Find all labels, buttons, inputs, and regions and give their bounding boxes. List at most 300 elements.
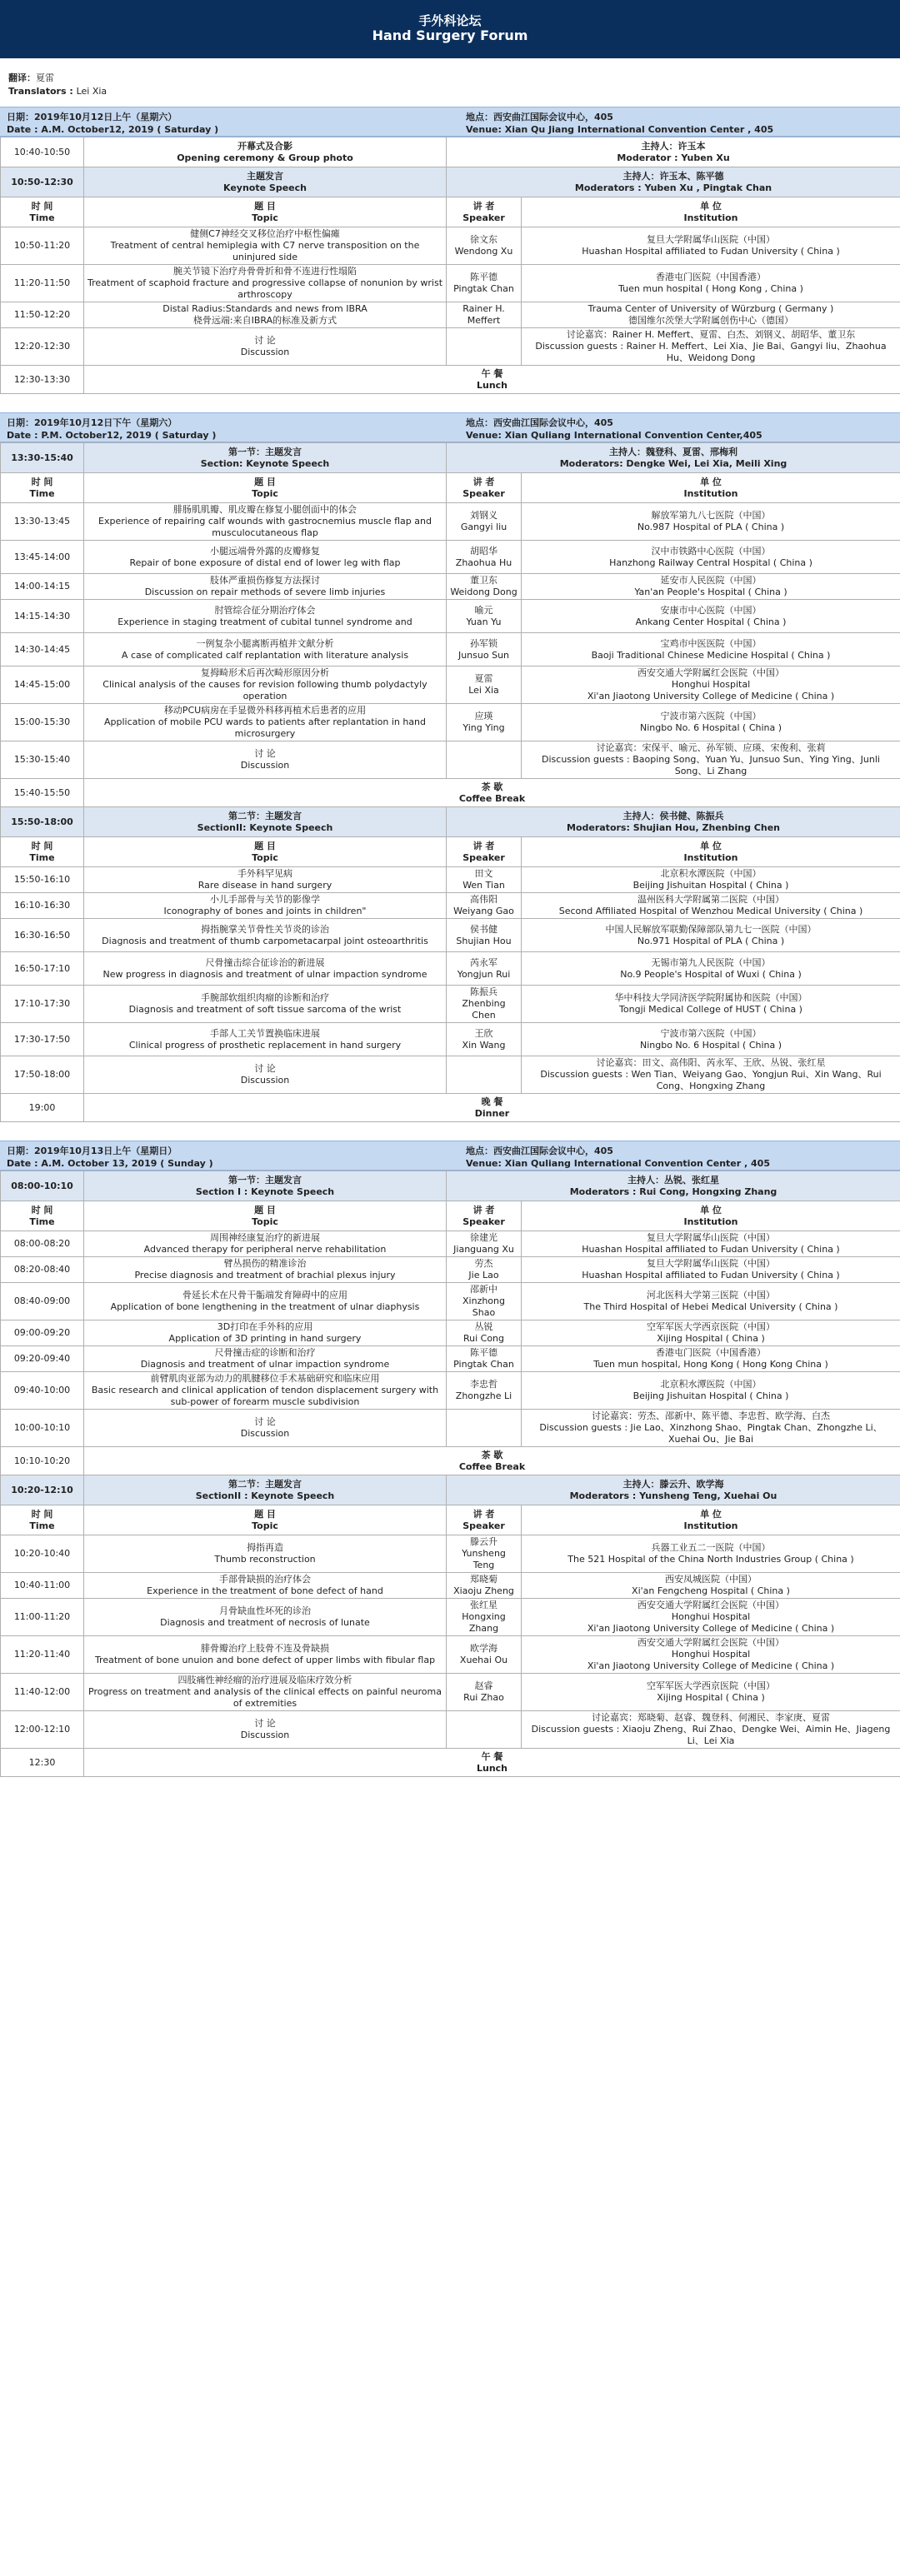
break-label-en: Lunch: [476, 379, 508, 391]
talk-speaker: [447, 986, 522, 1023]
talk-institution: [522, 1283, 900, 1320]
talk-time: 14:00-14:15: [1, 574, 84, 600]
speaker-en: Rui Zhao: [463, 1692, 504, 1703]
talk-row: [1, 986, 900, 1023]
column-header-row: [1, 197, 900, 227]
topic-cn: 复拇畸形术后再次畸形原因分析: [201, 667, 329, 678]
break-row: [1, 1447, 900, 1475]
moderator-en: Moderators : Yunsheng Teng, Xuehai Ou: [569, 1490, 778, 1501]
col-header-topic: [84, 837, 447, 867]
col-header-time-cn: 时 间: [31, 476, 53, 487]
speaker-en: Zhaohua Hu: [455, 557, 512, 568]
talk-topic: [84, 1535, 447, 1573]
discussion-label: [84, 1711, 447, 1749]
break-time: 12:30: [1, 1749, 84, 1777]
talk-row: [1, 867, 900, 893]
talk-topic: [84, 704, 447, 741]
talk-row: [1, 1372, 900, 1410]
talk-institution: [522, 1346, 900, 1372]
discussion-guests-cn: 讨论嘉宾：田文、高伟阳、芮永军、王欣、丛锐、张红星: [596, 1057, 826, 1068]
schedule-table: [0, 1171, 900, 1777]
col-header-institution: [522, 473, 900, 503]
talk-speaker: [447, 1674, 522, 1711]
talk-time: 10:50-11:20: [1, 227, 84, 265]
institution-en: Xi'an Fengcheng Hospital ( China ): [632, 1585, 790, 1596]
topic-en: Application of mobile PCU wards to patients after replantation in hand microsurgery: [103, 716, 427, 739]
col-header-time-cn: 时 间: [31, 1508, 53, 1520]
date-bar: [0, 412, 900, 442]
talk-speaker: [447, 503, 522, 541]
col-header-inst-en: Institution: [683, 1216, 738, 1227]
moderator-cn: 主持人：侯书健、陈振兵: [622, 810, 724, 821]
speaker-cn: 郑晓菊: [470, 1574, 498, 1585]
topic-cn: 腕关节镜下治疗舟骨骨折和骨不连进行性塌陷: [173, 266, 357, 277]
discussion-guests: [522, 328, 900, 366]
translators-cn-name: 夏雷: [36, 72, 54, 83]
talk-speaker: [447, 666, 522, 704]
col-header-time: [1, 473, 84, 503]
break-time: 15:40-15:50: [1, 779, 84, 807]
talk-time: 11:40-12:00: [1, 1674, 84, 1711]
institution-en: Baoji Traditional Chinese Medicine Hospital ( China ): [591, 649, 831, 661]
column-header-row: [1, 473, 900, 503]
topic-en: Diagnosis and treatment of thumb carpometacarpal joint osteoarthritis: [102, 935, 428, 946]
talk-time: 10:20-10:40: [1, 1535, 84, 1573]
discussion-row: [1, 328, 900, 366]
topic-en: Precise diagnosis and treatment of brachial plexus injury: [134, 1270, 396, 1281]
talk-topic: [84, 1674, 447, 1711]
talk-time: 15:50-16:10: [1, 867, 84, 893]
talk-institution: [522, 1636, 900, 1674]
discussion-spacer: [447, 328, 522, 366]
institution-en: Xijing Hospital ( China ): [657, 1333, 765, 1344]
topic-en: Treatment of scaphoid fracture and progressive collapse of nonunion by wrist arthroscopy: [88, 277, 443, 300]
topic-cn: 手部人工关节置换临床进展: [210, 1027, 320, 1039]
discussion-label: [84, 1410, 447, 1447]
talk-time: 08:40-09:00: [1, 1283, 84, 1320]
session-title-cn: 开幕式及合影: [238, 140, 292, 152]
talk-time: 16:30-16:50: [1, 919, 84, 952]
institution-en: Xi'an Jiaotong University College of Medicine ( China ): [587, 691, 835, 701]
session-title-en: Opening ceremony & Group photo: [177, 152, 353, 163]
institution-cn-2: Honghui Hospital: [671, 1649, 751, 1660]
speaker-en: Zhenbing Chen: [462, 998, 506, 1021]
institution-cn: 宁波市第六医院（中国）: [660, 711, 762, 721]
moderator-cn: 主持人：丛锐、张红星: [628, 1174, 719, 1186]
institution-en: Tuen mun hospital ( Hong Kong , China ): [618, 283, 803, 294]
topic-en: Experience in the treatment of bone defect of hand: [147, 1585, 383, 1596]
talk-topic: [84, 541, 447, 574]
topic-cn: 腓肠肌肌瓣、肌皮瓣在修复小腿创面中的体会: [173, 504, 357, 515]
discussion-spacer: [447, 741, 522, 779]
talk-topic: [84, 1636, 447, 1674]
talk-time: 17:10-17:30: [1, 986, 84, 1023]
talk-speaker: [447, 952, 522, 986]
break-time: 19:00: [1, 1094, 84, 1122]
col-header-speaker-cn: 讲 者: [472, 1204, 495, 1216]
translators: [0, 58, 900, 107]
talk-topic: [84, 952, 447, 986]
talk-time: 14:45-15:00: [1, 666, 84, 704]
break-row: [1, 1094, 900, 1122]
column-header-row: [1, 1201, 900, 1231]
speaker-en: Meffert: [467, 315, 501, 326]
speaker-en: Gangyi liu: [460, 522, 508, 532]
speaker-cn: 邵新中: [470, 1284, 498, 1295]
col-header-speaker-cn: 讲 者: [472, 200, 495, 212]
col-header-time: [1, 837, 84, 867]
col-header-topic-cn: 题 目: [254, 1508, 276, 1520]
talk-time: 09:40-10:00: [1, 1372, 84, 1410]
institution-cn: 西安交通大学附属红会医院（中国）: [638, 1600, 784, 1610]
talk-row: [1, 952, 900, 986]
talk-time: 11:00-11:20: [1, 1599, 84, 1636]
topic-en: New progress in diagnosis and treatment of ulnar impaction syndrome: [102, 968, 428, 980]
institution-cn: 北京积水潭医院（中国）: [660, 1379, 762, 1390]
talk-topic: [84, 1599, 447, 1636]
break-label: [84, 1094, 900, 1122]
session-time: 10:50-12:30: [1, 167, 84, 197]
col-header-inst-cn: 单 位: [700, 1508, 722, 1520]
session-row: [1, 443, 900, 473]
discussion-label-en: Discussion: [240, 1075, 290, 1086]
discussion-row: [1, 1056, 900, 1094]
institution-cn: 西安交通大学附属红会医院（中国）: [638, 1637, 784, 1648]
talk-speaker: [447, 574, 522, 600]
talk-row: [1, 265, 900, 302]
discussion-row: [1, 741, 900, 779]
col-header-inst-en: Institution: [683, 212, 738, 223]
speaker-cn: 田文: [474, 868, 493, 879]
institution-cn: 西安凤城医院（中国）: [665, 1574, 757, 1585]
talk-topic: [84, 893, 447, 919]
topic-en: 桡骨远端:来自IBRA的标准及新方式: [192, 315, 338, 326]
break-time: 12:30-13:30: [1, 366, 84, 394]
topic-cn: 周围神经康复治疗的新进展: [210, 1232, 320, 1243]
institution-cn: 华中科技大学同济医学院附属协和医院（中国）: [614, 992, 808, 1003]
session-time: 10:20-12:10: [1, 1475, 84, 1505]
institution-en: Tongji Medical College of HUST ( China ): [619, 1004, 802, 1015]
date-en: Date : A.M. October 13, 2019 ( Sunday ): [7, 1158, 213, 1169]
col-header-speaker-cn: 讲 者: [472, 840, 495, 851]
col-header-time-cn: 时 间: [31, 200, 53, 212]
date-en: Date : P.M. October12, 2019 ( Saturday ): [7, 430, 217, 441]
discussion-guests: [522, 1711, 900, 1749]
venue-en: Venue: Xian Quliang International Convention Center , 405: [466, 1158, 770, 1169]
speaker-cn: 陈平德: [470, 272, 498, 282]
institution-en: Xijing Hospital ( China ): [657, 1692, 765, 1703]
talk-institution: [522, 986, 900, 1023]
talk-institution: [522, 600, 900, 633]
topic-en: Clinical progress of prosthetic replacement in hand surgery: [128, 1039, 402, 1051]
col-header-topic-cn: 题 目: [254, 840, 276, 851]
talk-topic: [84, 265, 447, 302]
talk-row: [1, 1636, 900, 1674]
talk-time: 15:00-15:30: [1, 704, 84, 741]
talk-time: 08:20-08:40: [1, 1257, 84, 1283]
speaker-cn: 王欣: [474, 1027, 493, 1039]
col-header-topic-en: Topic: [252, 1520, 278, 1531]
talk-speaker: [447, 893, 522, 919]
venue-en: Venue: Xian Quliang International Convention Center,405: [466, 430, 762, 441]
col-header-topic-en: Topic: [252, 487, 278, 499]
topic-en: Application of 3D printing in hand surgery: [168, 1333, 362, 1344]
break-label-en: Coffee Break: [458, 792, 526, 804]
speaker-en: Xin Wang: [462, 1039, 506, 1051]
col-header-speaker: [447, 1505, 522, 1535]
institution-cn: 河北医科大学第三医院（中国）: [647, 1290, 775, 1300]
institution-en: Xi'an Jiaotong University College of Medicine ( China ): [587, 1623, 835, 1634]
talk-institution: [522, 302, 900, 328]
break-label-cn: 茶 歇: [481, 781, 503, 792]
talk-topic: [84, 503, 447, 541]
institution-cn: 兵器工业五二一医院（中国）: [651, 1542, 771, 1553]
talk-time: 16:10-16:30: [1, 893, 84, 919]
talk-row: [1, 704, 900, 741]
session-title-en: Section: Keynote Speech: [200, 457, 330, 469]
column-header-row: [1, 837, 900, 867]
discussion-time: 12:00-12:10: [1, 1711, 84, 1749]
speaker-cn: 应瑛: [474, 711, 493, 721]
topic-en: Advanced therapy for peripheral nerve rehabilitation: [143, 1244, 387, 1255]
talk-row: [1, 1320, 900, 1346]
talk-topic: [84, 1257, 447, 1283]
break-label-en: Lunch: [476, 1762, 508, 1774]
session-title-en: Keynote Speech: [223, 182, 307, 193]
topic-cn: 前臂肌肉亚部为动力的肌腱移位手术基础研究和临床应用: [150, 1373, 380, 1384]
col-header-time-cn: 时 间: [31, 1204, 53, 1216]
topic-cn: 小儿手部骨与关节的影像学: [210, 894, 320, 905]
session-title: [84, 167, 447, 197]
institution-cn: 空军军医大学西京医院（中国）: [647, 1321, 775, 1332]
institution-cn: 西安交通大学附属红会医院（中国）: [638, 667, 784, 678]
break-row: [1, 366, 900, 394]
col-header-topic-en: Topic: [252, 212, 278, 223]
date-cn: 日期：2019年10月13日上午（星期日）: [7, 1146, 178, 1156]
talk-topic: [84, 1320, 447, 1346]
talk-time: 13:45-14:00: [1, 541, 84, 574]
discussion-guests-cn: 讨论嘉宾：Rainer H. Meffert、夏雷、白杰、刘钢义、胡昭华、董卫东: [566, 329, 856, 340]
institution-en: Hanzhong Railway Central Hospital ( China ): [609, 557, 812, 568]
talk-topic: [84, 227, 447, 265]
session-title-cn: 主题发言: [247, 170, 283, 182]
talk-time: 14:15-14:30: [1, 600, 84, 633]
col-header-inst-en: Institution: [683, 487, 738, 499]
talk-institution: [522, 1372, 900, 1410]
discussion-guests-cn: 讨论嘉宾：宋保平、喻元、孙军锁、应瑛、宋俊利、张莉: [596, 742, 826, 753]
col-header-institution: [522, 1505, 900, 1535]
talk-time: 11:50-12:20: [1, 302, 84, 328]
col-header-institution: [522, 197, 900, 227]
break-label-cn: 茶 歇: [481, 1449, 503, 1460]
discussion-guests-cn: 讨论嘉宾：劳杰、邵新中、陈平德、李忠哲、欧学海、白杰: [592, 1410, 830, 1421]
speaker-cn: 欧学海: [470, 1643, 498, 1654]
speaker-cn: 胡昭华: [470, 545, 498, 557]
topic-en: Diagnosis and treatment of necrosis of lunate: [160, 1617, 370, 1628]
topic-cn: 移动PCU病房在手显微外科移再植术后患者的应用: [163, 705, 367, 716]
col-header-time-en: Time: [29, 487, 55, 499]
talk-speaker: [447, 302, 522, 328]
discussion-guests-en: Discussion guests : Xiaoju Zheng、Rui Zhao、Dengke Wei、Aimin He、Jiageng Li、Lei Xia: [531, 1724, 891, 1746]
break-label-cn: 午 餐: [481, 367, 503, 379]
discussion-spacer: [447, 1711, 522, 1749]
topic-cn: 月骨缺血性坏死的诊治: [219, 1605, 311, 1616]
institution-en: Ningbo No. 6 Hospital ( China ): [639, 722, 782, 733]
col-header-institution: [522, 1201, 900, 1231]
institution-en: Xi'an Jiaotong University College of Medicine ( China ): [587, 1660, 835, 1671]
col-header-institution: [522, 837, 900, 867]
topic-cn: 四肢痛性神经瘤的治疗进展及临床疗效分析: [178, 1675, 352, 1685]
topic-en: Diagnosis and treatment of soft tissue sarcoma of the wrist: [128, 1004, 402, 1015]
institution-cn: 复旦大学附属华山医院（中国）: [647, 1232, 775, 1243]
talk-time: 11:20-11:50: [1, 265, 84, 302]
topic-en: Rare disease in hand surgery: [198, 880, 332, 891]
institution-cn: 香港屯门医院（中国香港）: [656, 1347, 766, 1358]
talk-institution: [522, 1257, 900, 1283]
institution-cn: 复旦大学附属华山医院（中国）: [647, 234, 775, 245]
topic-cn: 一例复杂小腿离断再植并文献分析: [196, 637, 334, 649]
topic-cn: 腓骨瓣治疗上肢骨不连及骨缺损: [201, 1643, 329, 1654]
talk-speaker: [447, 265, 522, 302]
moderator-en: Moderators: Dengke Wei, Lei Xia, Meili Xing: [559, 457, 788, 469]
talk-speaker: [447, 1599, 522, 1636]
talk-row: [1, 1535, 900, 1573]
session-row: [1, 807, 900, 837]
speaker-en: Yongjun Rui: [457, 968, 511, 980]
break-label: [84, 1447, 900, 1475]
talk-topic: [84, 633, 447, 666]
talk-speaker: [447, 1573, 522, 1599]
col-header-inst-cn: 单 位: [700, 1204, 722, 1216]
topic-en: Iconography of bones and joints in children": [163, 906, 367, 916]
break-row: [1, 779, 900, 807]
discussion-guests-en: Discussion guests : Baoping Song、Yuan Yu、Junsuo Sun、Ying Ying、Junli Song、Li Zhang: [542, 754, 880, 776]
speaker-cn: 徐建光: [470, 1232, 498, 1243]
session-title: [84, 443, 447, 473]
talk-institution: [522, 867, 900, 893]
forum-title-en: Hand Surgery Forum: [372, 27, 528, 43]
topic-cn: 拇指再造: [247, 1542, 283, 1553]
break-label: [84, 1749, 900, 1777]
talk-institution: [522, 1320, 900, 1346]
speaker-en: Yunsheng Teng: [462, 1548, 506, 1570]
talk-topic: [84, 1372, 447, 1410]
break-label-en: Dinner: [474, 1107, 510, 1119]
col-header-speaker-en: Speaker: [462, 1520, 505, 1531]
session-moderator: [447, 167, 900, 197]
discussion-time: 17:50-18:00: [1, 1056, 84, 1094]
topic-en: Application of bone lengthening in the treatment of ulnar diaphysis: [110, 1301, 420, 1312]
col-header-speaker-cn: 讲 者: [472, 476, 495, 487]
discussion-label-cn: 讨 论: [254, 1063, 276, 1074]
col-header-speaker-cn: 讲 者: [472, 1508, 495, 1520]
col-header-inst-cn: 单 位: [700, 476, 722, 487]
talk-speaker: [447, 227, 522, 265]
session-title: [84, 807, 447, 837]
discussion-label: [84, 741, 447, 779]
topic-cn: 手部骨缺损的治疗体会: [219, 1574, 311, 1585]
talk-topic: [84, 302, 447, 328]
talk-time: 11:20-11:40: [1, 1636, 84, 1674]
speaker-cn: 张红星: [470, 1600, 498, 1610]
speaker-cn: Rainer H.: [462, 303, 505, 314]
translators-cn-label: 翻译：: [8, 72, 36, 83]
break-time: 10:10-10:20: [1, 1447, 84, 1475]
topic-en: Discussion on repair methods of severe limb injuries: [144, 587, 386, 597]
speaker-en: Xiaoju Zheng: [453, 1585, 514, 1596]
speaker-cn: 夏雷: [474, 673, 493, 684]
institution-en: No.9 People's Hospital of Wuxi ( China ): [620, 968, 802, 980]
speaker-cn: 徐文东: [470, 234, 498, 245]
discussion-label-en: Discussion: [240, 1428, 290, 1439]
discussion-spacer: [447, 1056, 522, 1094]
discussion-guests-en: Discussion guests : Jie Lao、Xinzhong Shao、Pingtak Chan、Zhongzhe Li、Xuehai Ou、Jie Bai: [539, 1422, 882, 1445]
talk-topic: [84, 986, 447, 1023]
schedule-table: [0, 442, 900, 1122]
break-label-cn: 晚 餐: [481, 1096, 503, 1107]
discussion-time: 15:30-15:40: [1, 741, 84, 779]
session-moderator: [447, 1171, 900, 1201]
topic-en: Repair of bone exposure of distal end of lower leg with flap: [129, 557, 401, 568]
talk-topic: [84, 1346, 447, 1372]
speaker-en: Hongxing Zhang: [462, 1611, 506, 1634]
col-header-topic-en: Topic: [252, 1216, 278, 1227]
session-time: 08:00-10:10: [1, 1171, 84, 1201]
col-header-topic: [84, 1505, 447, 1535]
institution-cn: 北京积水潭医院（中国）: [660, 868, 762, 879]
col-header-topic-cn: 题 目: [254, 476, 276, 487]
session-title-cn: 第二节：主题发言: [228, 1478, 302, 1490]
talk-institution: [522, 1231, 900, 1257]
institution-en: Tuen mun hospital, Hong Kong ( Hong Kong China ): [593, 1359, 828, 1370]
col-header-time-en: Time: [29, 1216, 55, 1227]
talk-row: [1, 302, 900, 328]
talk-institution: [522, 893, 900, 919]
moderator-en: Moderators : Rui Cong, Hongxing Zhang: [569, 1186, 778, 1197]
discussion-label-cn: 讨 论: [254, 1416, 276, 1427]
discussion-guests: [522, 1410, 900, 1447]
institution-en: No.971 Hospital of PLA ( China ): [637, 935, 785, 946]
talk-topic: [84, 1023, 447, 1056]
col-header-speaker-en: Speaker: [462, 212, 505, 223]
talk-row: [1, 1573, 900, 1599]
col-header-speaker: [447, 837, 522, 867]
talk-row: [1, 1231, 900, 1257]
institution-en: Beijing Jishuitan Hospital ( China ): [632, 880, 789, 891]
institution-cn: 中国人民解放军联勤保障部队第九七一医院（中国）: [605, 923, 817, 935]
speaker-cn: 孙军锁: [470, 637, 498, 649]
schedule: [0, 107, 900, 1777]
talk-row: [1, 1257, 900, 1283]
institution-cn: 复旦大学附属华山医院（中国）: [647, 1258, 775, 1269]
speaker-cn: 丛锐: [474, 1321, 493, 1332]
talk-institution: [522, 1535, 900, 1573]
speaker-en: Jie Lao: [468, 1270, 499, 1281]
col-header-time: [1, 1505, 84, 1535]
speaker-en: Weiyang Gao: [453, 906, 514, 916]
session-title: [84, 1171, 447, 1201]
moderator-en: Moderator : Yuben Xu: [617, 152, 730, 163]
discussion-label-cn: 讨 论: [254, 748, 276, 759]
speaker-en: Shujian Hou: [456, 935, 512, 946]
talk-speaker: [447, 1023, 522, 1056]
institution-en: The Third Hospital of Hebei Medical University ( China ): [583, 1301, 838, 1312]
discussion-row: [1, 1410, 900, 1447]
column-header-row: [1, 1505, 900, 1535]
talk-speaker: [447, 1320, 522, 1346]
session-row: [1, 1475, 900, 1505]
topic-cn: 肘管综合征分期治疗体会: [214, 604, 316, 616]
